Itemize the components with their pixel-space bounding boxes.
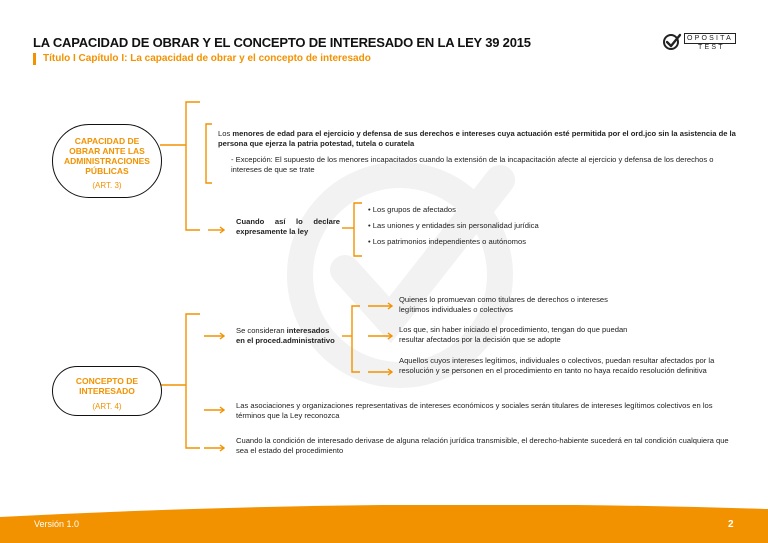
list-item: Aquellos cuyos intereses legítimos, individuales o colectivos, puedan resultar afectados por la resolución y se personen en el procedimiento en tanto no haya recaído resolución definitiva [399,356,715,375]
page-subtitle: Título I Capítulo I: La capacidad de obrar y el concepto de interesado [33,53,371,65]
list-item: Los que, sin haber iniciado el procedimiento, tengan do que puedan resultar afectados por la decisión que se adopte [399,325,628,344]
succession-text: Cuando la condición de interesado derivase de alguna relación jurídica transmisible, el derecho-habiente sucederá en tal condición cualquiera que sea el estado del procedimiento [236,436,729,455]
list-item: • Las uniones y entidades sin personalidad jurídica [368,221,539,230]
page-title: LA CAPACIDAD DE OBRAR Y EL CONCEPTO DE INTERESADO EN LA LEY 39 2015 [33,35,531,50]
law-declare-label: Cuando así lo declare expresamente la ley [236,217,340,236]
capacity-oval [52,124,162,198]
capacity-oval-ref: (ART. 3) [92,181,122,190]
list-item: • Los grupos de afectados [368,205,456,214]
associations-text: Las asociaciones y organizaciones representativas de intereses económicos y sociales serán titulares de intereses legítimos colectivos en los términos que la Ley reconozca [236,401,713,420]
minors-text-pre: Los [218,129,233,138]
list-item-text: Las uniones y entidades sin personalidad jurídica [372,221,539,230]
logo-text-bottom: TEST [698,44,725,51]
interested-oval-ref: (ART. 4) [92,402,122,411]
capacity-oval-title: CAPACIDAD DE OBRAR ANTE LAS ADMINISTRACIONES PÚBLICAS [64,136,150,176]
considered-bold1: interesados [286,326,330,335]
list-item: • Los patrimonios independientes o autónomos [368,237,527,246]
list-item-text: Los patrimonios independientes o autónomos [372,237,527,246]
interested-oval-title: CONCEPTO DE INTERESADO [75,376,139,396]
minors-exception: - Excepción: El supuesto de los menores incapacitados cuando la extensión de la incapacitación afecte al ejercicio y defensa de los derechos o intereses de que se trate [231,155,714,174]
footer-band [0,505,768,543]
considered-interested-label [236,326,348,346]
minors-text-bold: menores de edad para el ejercicio y defensa de sus derechos e intereses cuya actuación esté permitida por el ord.jco sin la asistencia de la persona que ejerza la patria potestad, tutela o curatela [218,129,736,148]
considered-bold2: en el proced.administrativo [236,336,335,345]
interested-oval [52,366,162,416]
minors-text [218,129,738,149]
logo-text-top: OPOSITA [684,33,736,44]
considered-pre: Se consideran [236,326,287,335]
page-number: 2 [728,519,734,530]
list-item: Quienes lo promuevan como titulares de derechos o intereses legítimos individuales o colectivos [399,295,608,314]
list-item-text: Los grupos de afectados [372,205,456,214]
version-label: Versión 1.0 [34,519,80,529]
